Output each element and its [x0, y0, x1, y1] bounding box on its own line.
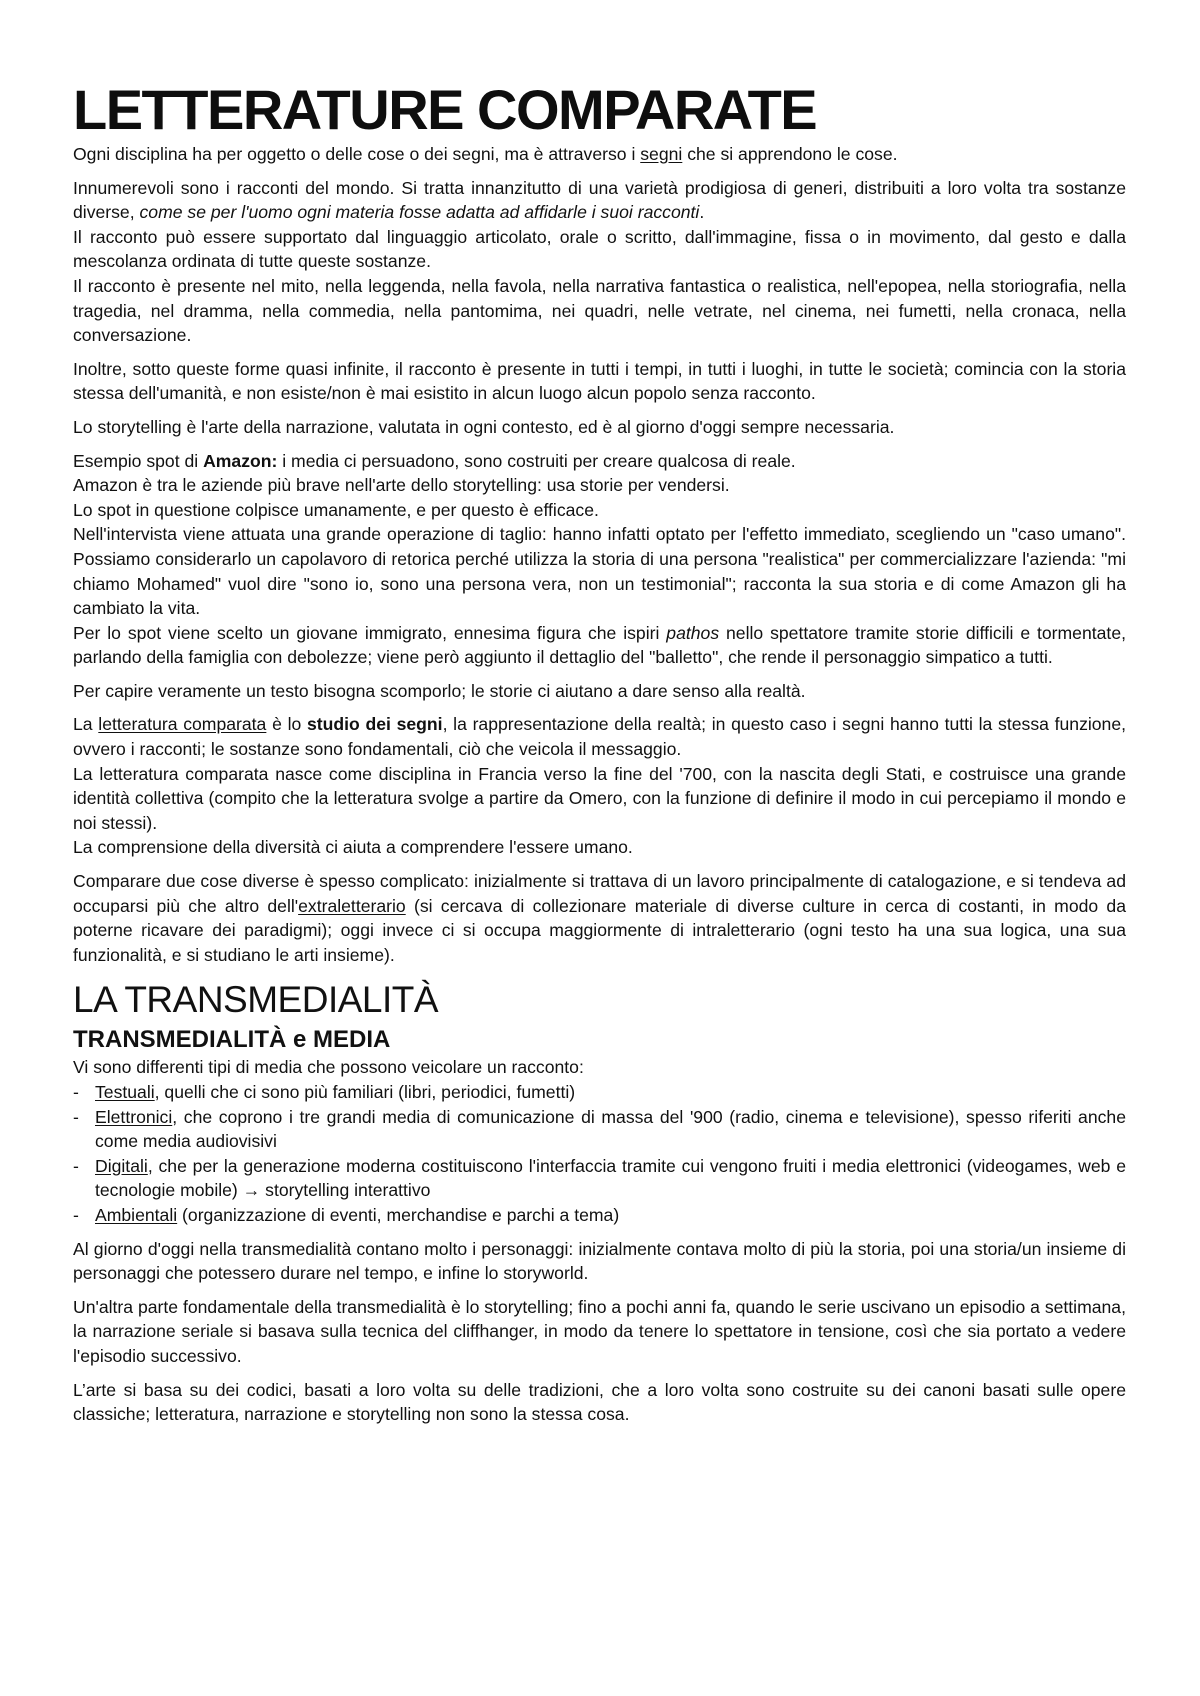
paragraph-9: Lo spot in questione colpisce umanamente, e per questo è efficace.	[73, 499, 599, 520]
media-list	[73, 1080, 1126, 1228]
underlined-term: Testuali	[95, 1082, 155, 1102]
page-title: LETTERATURE COMPARATE	[73, 78, 817, 141]
bold-term: studio dei segni	[306, 714, 443, 735]
text-run: i media ci persuadono, sono costruiti per creare qualcosa di reale.	[277, 450, 796, 471]
text-run: Per lo spot viene scelto un giovane immigrato, ennesima figura che ispiri	[73, 622, 667, 643]
underlined-term: Digitali	[95, 1155, 148, 1176]
bullet-dash: -	[73, 1106, 79, 1127]
paragraph-18: Un'altra parte fondamentale della transmedialità è lo storytelling; fino a pochi anni fa, quando le serie uscivano un episodio a settimana, la narrazione seriale si basava sulla tecnica del cliffhanger, in modo da tenere lo spettatore in tensione, così che sia portato a vedere l'episodio successivo.	[73, 1296, 1126, 1366]
paragraph-17: Al giorno d'oggi nella transmedialità contano molto i personaggi: inizialmente contava molto di più la storia, poi una storia/un insieme di personaggi che potessero durare nel tempo, e infine lo storyworld.	[73, 1238, 1126, 1284]
paragraph-4: Il racconto è presente nel mito, nella leggenda, nella favola, nella narrativa fantastica o realistica, nell'epopea, nella storiografia, nella tragedia, nel dramma, nella commedia, nella pantomima, nei quadri, nelle vetrate, nel cinema, nei fumetti, nella cronaca, nella conversazione.	[73, 275, 1126, 346]
text-run: Esempio spot di	[73, 450, 204, 471]
underlined-term: Ambientali	[95, 1204, 178, 1225]
paragraph-12: Per capire veramente un testo bisogna scomporlo; le storie ci aiutano a dare senso alla realtà.	[73, 680, 806, 701]
paragraph-19: L’arte si basa su dei codici, basati a loro volta su delle tradizioni, che a loro volta sono costruite su dei canoni basati sulle opere classiche; letteratura, narrazione e storytelling non sono la stessa cosa.	[73, 1379, 1126, 1425]
paragraph-13	[73, 712, 1126, 761]
text-run: .	[699, 202, 705, 223]
underlined-term: letteratura comparata	[98, 714, 267, 735]
paragraph-6: Lo storytelling è l'arte della narrazione, valutata in ogni contesto, ed è al giorno d'oggi sempre necessaria.	[73, 416, 895, 437]
text-run: è lo	[266, 714, 307, 735]
bullet-dash: -	[73, 1204, 79, 1225]
text-run: , quelli che ci sono più familiari (libri, periodici, fumetti)	[154, 1082, 576, 1102]
text-run: Innumerevoli sono i racconti del mondo. Si tratta innanzitutto di una varietà prodigiosa di generi, distribuiti a loro volta tra sostanze diverse,	[73, 177, 1126, 223]
text-run: nello spettatore tramite storie difficili e tormentate, parlando della famiglia con debolezze; viene però aggiunto il dettaglio del "balletto", che rende il personaggio simpatico a tutti.	[73, 622, 1126, 668]
list-item	[73, 1203, 1126, 1228]
media-intro: Vi sono differenti tipi di media che possono veicolare un racconto:	[73, 1057, 584, 1078]
section-title: LA TRANSMEDIALITÀ	[73, 979, 439, 1021]
italic-term: pathos	[666, 622, 720, 643]
italic-quote: come se per l'uomo ogni materia fosse adatta ad affidarle i suoi racconti	[139, 202, 700, 223]
paragraph-3: Il racconto può essere supportato dal linguaggio articolato, orale o scritto, dall'immagine, fissa o in movimento, dal gesto e dalla mescolanza ordinata di tutte queste sostanze.	[73, 226, 1126, 272]
paragraph-10: Nell'intervista viene attuata una grande operazione di taglio: hanno infatti optato per l'effetto immediato, scegliendo un "caso umano". Possiamo considerarlo un capolavoro di retorica perché utilizza la storia di una persona "realistica" per commercializzare l'azienda: "mi chiamo Mohamed" vuol dire "sono io, sono una persona vera, non un testimonial"; racconta la sua storia e di come Amazon gli ha cambiato la vita.	[73, 524, 1126, 619]
subsection-title: TRANSMEDIALITÀ e MEDIA	[73, 1026, 391, 1054]
text-run: , la rappresentazione della realtà; in questo caso i segni hanno tutti la stessa funzione, ovvero i racconti; le sostanze sono fondamentali, ciò che veicola il messaggio.	[73, 714, 1127, 760]
underlined-term: Elettronici	[95, 1106, 173, 1127]
list-item	[73, 1154, 1126, 1203]
paragraph-11	[73, 621, 1126, 670]
paragraph-16	[73, 869, 1126, 967]
text-run: , che per la generazione moderna costituiscono l'interfaccia tramite cui vengono fruiti i media elettronici (videogames, web e tecnologie mobile) → storytelling interattivo	[95, 1155, 1126, 1201]
bold-term: Amazon:	[203, 450, 278, 471]
paragraph-8: Amazon è tra le aziende più brave nell'arte dello storytelling: usa storie per vendersi.	[73, 475, 730, 496]
underlined-term: segni	[640, 144, 683, 164]
text-run: Comparare due cose diverse è spesso complicato: inizialmente si trattava di un lavoro principalmente di catalogazione, e si tendeva ad occuparsi più che altro dell'	[73, 871, 1126, 916]
text-run: , che coprono i tre grandi media di comunicazione di massa del '900 (radio, cinema e televisione), spesso riferiti anche come media audiovisivi	[95, 1106, 1126, 1152]
paragraph-5: Inoltre, sotto queste forme quasi infinite, il racconto è presente in tutti i tempi, in tutti i luoghi, in tutte le società; comincia con la storia stessa dell'umanità, e non esiste/non è mai esistito in alcun luogo alcun popolo senza racconto.	[73, 358, 1126, 404]
list-item	[73, 1080, 1126, 1105]
underlined-term: extraletterario	[298, 895, 406, 916]
text-run: che si apprendono le cose.	[682, 144, 898, 164]
paragraph-15: La comprensione della diversità ci aiuta a comprendere l'essere umano.	[73, 837, 633, 858]
text-run: (si cercava di collezionare materiale di diverse culture in cerca di costanti, in modo da poterne ricavare dei paradigmi); oggi invece ci si occupa maggiormente di intraletterario (ogni testo ha una sua logica, una sua funzionalità, e si studiano le arti insieme).	[73, 895, 1126, 965]
paragraph-7	[73, 449, 1126, 474]
list-item	[73, 1105, 1126, 1154]
bullet-dash: -	[73, 1082, 79, 1102]
paragraph-2	[73, 176, 1126, 225]
text-run: La	[73, 714, 99, 735]
text-run: (organizzazione di eventi, merchandise e parchi a tema)	[177, 1204, 620, 1225]
paragraph-1	[73, 142, 1126, 167]
text-run: Ogni disciplina ha per oggetto o delle cose o dei segni, ma è attraverso i	[73, 144, 641, 164]
bullet-dash: -	[73, 1155, 79, 1176]
paragraph-14: La letteratura comparata nasce come disciplina in Francia verso la fine del '700, con la nascita degli Stati, e costruisce una grande identità collettiva (compito che la letteratura svolge a partire da Omero, con la funzione di definire il modo in cui percepiamo il mondo e noi stessi).	[73, 763, 1126, 833]
